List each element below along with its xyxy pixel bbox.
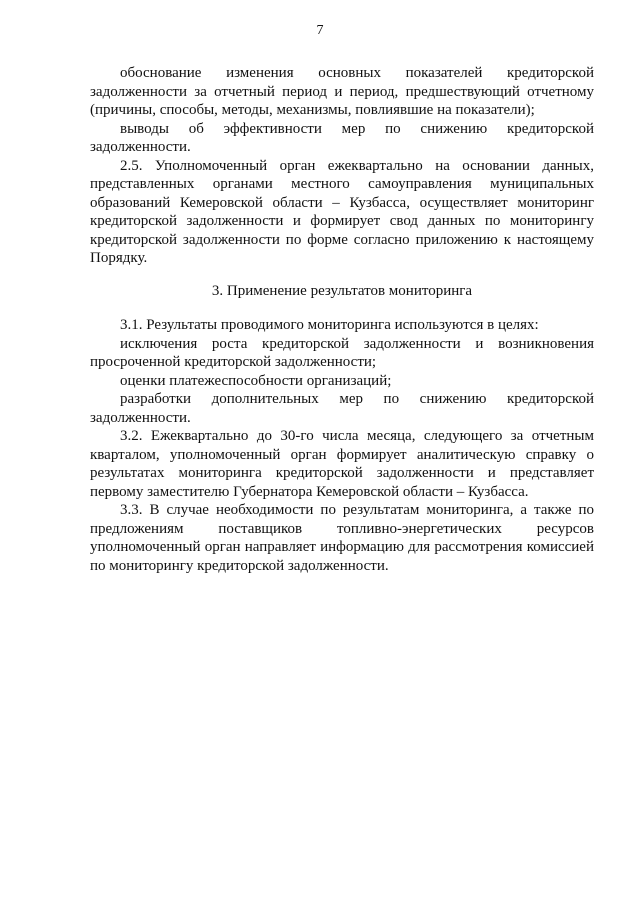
list-item-measures: разработки дополнительных мер по снижению кредиторской задолженности. [90,391,594,426]
list-item-conclusions: выводы об эффективности мер по снижению кредиторской задолженности. [90,120,594,155]
document-body [90,64,594,575]
list-item-growth: исключения роста кредиторской задолженности и возникновения просроченной кредиторской задолженности; [90,335,594,370]
paragraph-3-1: 3.1. Результаты проводимого мониторинга используются в целях: [120,317,539,333]
paragraph-3-2: 3.2. Ежеквартально до 30-го числа месяца, следующего за отчетным кварталом, уполномоченный орган формирует аналитическую справку о результатах мониторинга кредиторской задолженности и представляет первому заместителю Губернатора Кемеровской области – Кузбасса. [90,428,594,500]
paragraph-3-3: 3.3. В случае необходимости по результатам мониторинга, а также по предложениям поставщиков топливно-энергетических ресурсов уполномоченный орган направляет информацию для рассмотрения комиссией по мониторингу кредиторской задолженности. [90,502,594,574]
paragraph-2-5: 2.5. Уполномоченный орган ежеквартально на основании данных, представленных органами местного самоуправления муниципальных образований Кемеровской области – Кузбасса, осуществляет мониторинг кредиторской задолженности и формирует свод данных по мониторингу кредиторской задолженности по форме согласно приложению к настоящему Порядку. [90,157,594,266]
section-heading: 3. Применение результатов мониторинга [211,282,473,299]
list-item-solvency: оценки платежеспособности организаций; [120,372,392,389]
page-number: 7 [316,23,324,38]
list-item-basis: обоснование изменения основных показателей кредиторской задолженности за отчетный период и период, предшествующий отчетному (причины, способы, методы, механизмы, повлиявшие на показатели); [90,65,594,118]
